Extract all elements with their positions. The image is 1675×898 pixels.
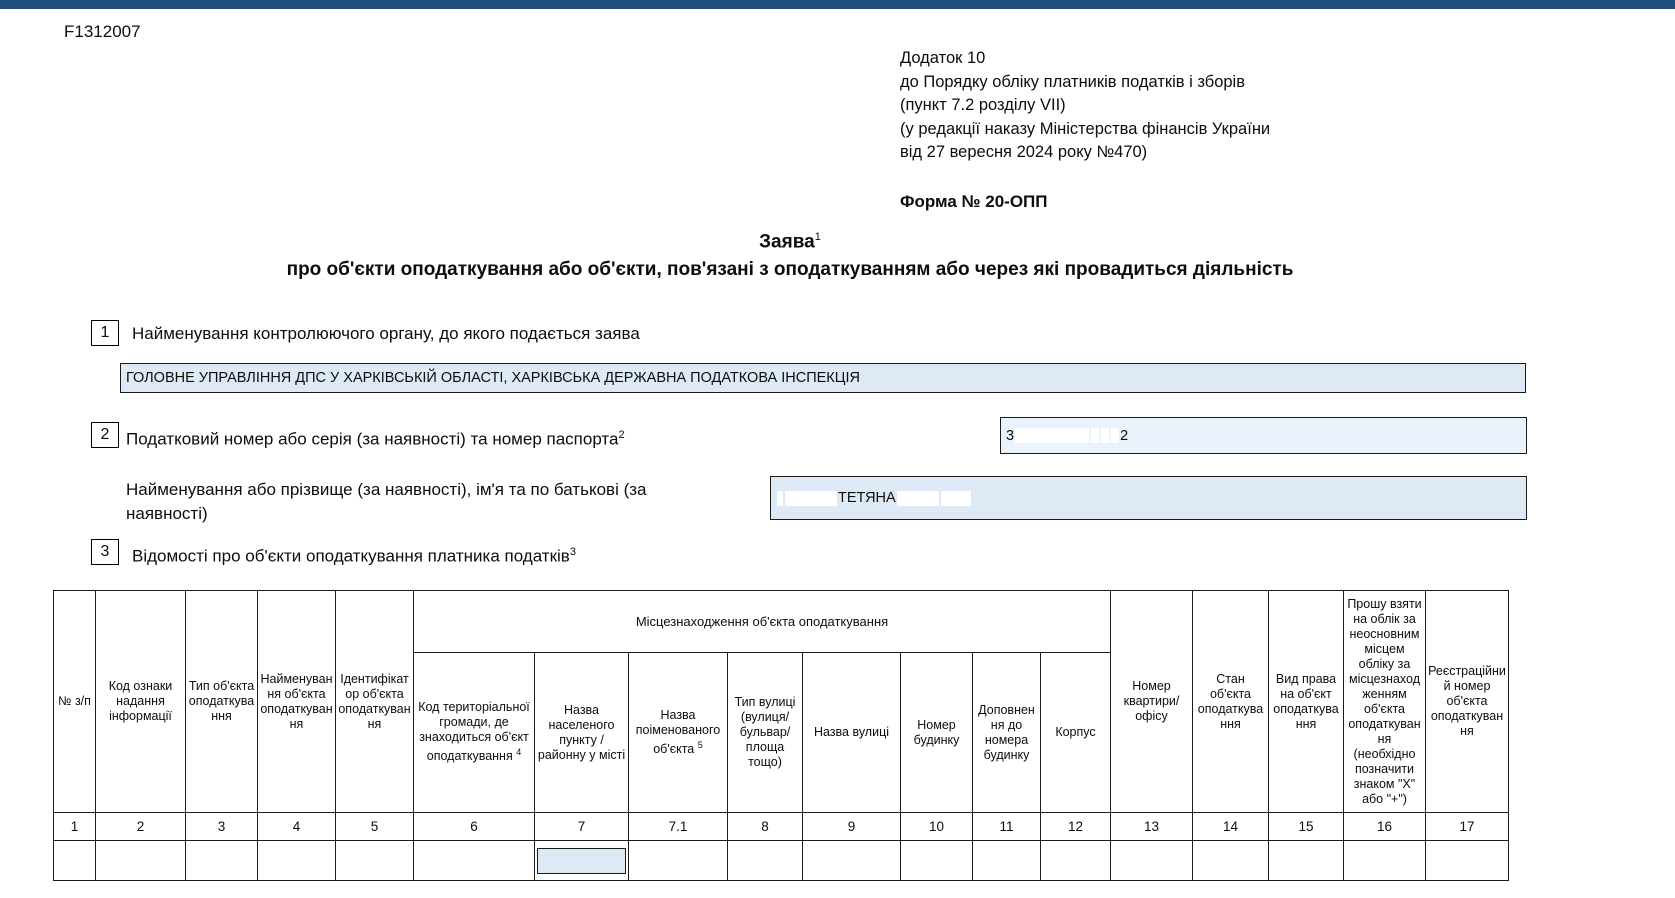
col-num-17: 16	[1344, 813, 1426, 841]
tax-number-prefix: 3	[1006, 427, 1015, 444]
col-header-7: Назва населеного пункту /районну у місті	[535, 653, 629, 813]
col-header-5: Ідентифікатор об'єкта оподаткування	[336, 591, 414, 813]
cell-row1-col17[interactable]	[1344, 841, 1426, 881]
section-label-2-text: Податковий номер або серія (за наявності) та номер паспорта	[126, 429, 619, 449]
col-group-header-location: Місцезнаходження об'єкта оподаткування	[414, 591, 1111, 653]
header-line-2: до Порядку обліку платників податків і зборів	[900, 72, 1245, 91]
form-header-block	[900, 47, 1270, 165]
col-num-6: 6	[414, 813, 535, 841]
page-title-footnote-marker: 1	[814, 231, 821, 243]
cell-row1-col7-active[interactable]	[535, 841, 629, 881]
cell-row1-col11[interactable]	[901, 841, 973, 881]
col-num-2: 2	[96, 813, 186, 841]
col-num-11: 10	[901, 813, 973, 841]
col-header-16: Вид права на об'єкт оподаткування	[1269, 591, 1344, 813]
form-number-label: Форма № 20-ОПП	[900, 192, 1048, 211]
cell-row1-col3[interactable]	[186, 841, 258, 881]
section-label-1: Найменування контролюючого органу, до якого подається заява	[132, 324, 640, 343]
cell-row1-col15[interactable]	[1193, 841, 1269, 881]
col-header-18: Реєстраційний номер об'єкта оподаткування	[1426, 591, 1509, 813]
col-header-8-footnote: 5	[697, 739, 703, 750]
col-num-1: 1	[54, 813, 96, 841]
col-num-15: 14	[1193, 813, 1269, 841]
col-num-4: 4	[258, 813, 336, 841]
col-header-6-text: Код територіальної громади, де знаходиться об'єкт оподаткування	[418, 700, 530, 764]
section-3-footnote-marker: 3	[569, 546, 576, 558]
section-number-2: 2	[91, 422, 119, 448]
tax-number-redaction-1	[1015, 428, 1089, 443]
col-num-13: 12	[1041, 813, 1111, 841]
section-label-2	[126, 423, 625, 452]
cell-row1-col18[interactable]	[1426, 841, 1509, 881]
table-group-header-row	[54, 591, 1509, 653]
col-header-1: № з/п	[54, 591, 96, 813]
cell-row1-col8[interactable]	[629, 841, 728, 881]
col-num-3: 3	[186, 813, 258, 841]
col-header-8	[629, 653, 728, 813]
col-header-6-footnote: 4	[516, 747, 522, 758]
col-header-10: Назва вулиці	[803, 653, 901, 813]
cell-row1-col1[interactable]	[54, 841, 96, 881]
tax-objects-table	[53, 590, 1509, 881]
cell-row1-col16[interactable]	[1269, 841, 1344, 881]
taxpayer-name-redaction-2	[785, 491, 837, 506]
taxpayer-name-visible: ТЕТЯНА	[838, 490, 896, 506]
table-column-number-row	[54, 813, 1509, 841]
header-line-4: (у редакції наказу Міністерства фінансів України	[900, 119, 1271, 138]
col-header-13: Корпус	[1041, 653, 1111, 813]
col-header-8-text: Назва поіменованого об'єкта	[635, 707, 721, 757]
controlling-authority-input[interactable]: ГОЛОВНЕ УПРАВЛІННЯ ДПС У ХАРКІВСЬКІЙ ОБЛАСТІ, ХАРКІВСЬКА ДЕРЖАВНА ПОДАТКОВА ІНСПЕКЦІЯ	[120, 363, 1526, 393]
cell-row1-col2[interactable]	[96, 841, 186, 881]
cell-row1-col13[interactable]	[1041, 841, 1111, 881]
col-header-9: Тип вулиці (вулиця/ бульвар/ площа тощо)	[728, 653, 803, 813]
cell-row1-col14[interactable]	[1111, 841, 1193, 881]
header-line-3: (пункт 7.2 розділу VII)	[900, 96, 1066, 114]
col-header-17: Прошу взяти на облік за неосновним місцем обліку за місцезнаходженням об'єкта оподаткування (необхідно позначити знаком "Х" або "+")	[1344, 591, 1426, 813]
col-num-8: 7.1	[629, 813, 728, 841]
col-num-5: 5	[336, 813, 414, 841]
taxpayer-name-redaction-4	[941, 491, 971, 506]
col-num-14: 13	[1111, 813, 1193, 841]
table-row	[54, 841, 1509, 881]
col-num-7: 7	[535, 813, 629, 841]
col-num-18: 17	[1426, 813, 1509, 841]
tax-number-redaction-2	[1091, 428, 1099, 443]
app-title-bar	[0, 0, 1675, 9]
tax-number-input[interactable]	[1000, 417, 1527, 454]
tax-number-redaction-4	[1111, 428, 1119, 443]
taxpayer-name-input[interactable]	[770, 476, 1527, 520]
header-line-5: від 27 вересня 2024 року №470)	[900, 143, 1148, 161]
col-header-14: Номер квартири/ офісу	[1111, 591, 1193, 813]
col-header-6	[414, 653, 535, 813]
col-num-16: 15	[1269, 813, 1344, 841]
col-header-3: Тип об'єкта оподаткування	[186, 591, 258, 813]
cell-row1-col10[interactable]	[803, 841, 901, 881]
header-line-1: Додаток 10	[900, 49, 986, 67]
page-subtitle: про об'єкти оподаткування або об'єкти, пов'язані з оподаткуванням або через які провадиться діяльність	[286, 259, 1294, 280]
cell-row1-col6[interactable]	[414, 841, 535, 881]
cell-row1-col4[interactable]	[258, 841, 336, 881]
tax-number-redaction-3	[1101, 428, 1109, 443]
page-title	[0, 231, 1580, 253]
col-header-4: Найменування об'єкта оподаткування	[258, 591, 336, 813]
taxpayer-name-redaction-3	[897, 491, 939, 506]
col-num-9: 8	[728, 813, 803, 841]
cell-row1-col7-input[interactable]	[537, 848, 626, 874]
col-header-2: Код ознаки надання інформації	[96, 591, 186, 813]
cell-row1-col5[interactable]	[336, 841, 414, 881]
section-label-3	[132, 540, 576, 569]
col-header-11: Номер будинку	[901, 653, 973, 813]
col-num-12: 11	[973, 813, 1041, 841]
tax-number-suffix: 2	[1120, 427, 1129, 444]
taxpayer-name-label: Найменування або прізвище (за наявності), ім'я та по батькові (за наявності)	[126, 480, 647, 523]
col-header-12: Доповнення до номера будинку	[973, 653, 1041, 813]
section-number-3: 3	[91, 539, 119, 565]
page-title-text: Заява	[759, 231, 815, 253]
section-2-footnote-marker: 2	[618, 429, 625, 441]
section-label-3-text: Відомості про об'єкти оподаткування платника податків	[132, 546, 570, 566]
form-code-label: F1312007	[64, 22, 141, 41]
section-number-1: 1	[91, 320, 119, 346]
cell-row1-col12[interactable]	[973, 841, 1041, 881]
form-document	[0, 9, 1675, 898]
col-num-10: 9	[803, 813, 901, 841]
taxpayer-name-redaction-1	[777, 491, 783, 506]
col-header-15: Стан об'єкта оподаткування	[1193, 591, 1269, 813]
cell-row1-col9[interactable]	[728, 841, 803, 881]
